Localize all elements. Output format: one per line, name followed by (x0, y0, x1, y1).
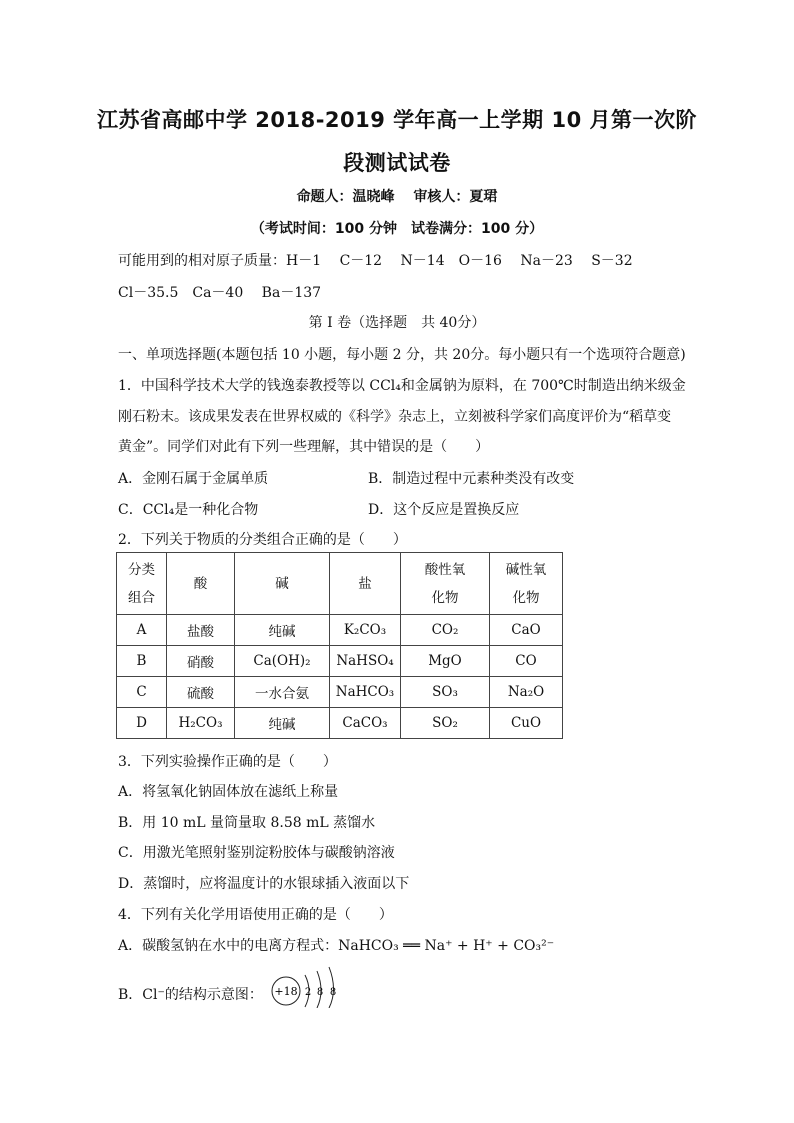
exam-info: （考试时间：100 分钟 试卷满分：100 分） (250, 221, 544, 237)
q3-option-a: A．将氢氧化钠固体放在滤纸上称量 (118, 784, 339, 800)
table-cell: Na₂O (490, 677, 563, 708)
table-cell: 盐酸 (167, 615, 235, 646)
q4-option-b: B．Cl⁻的结构示意图： (118, 987, 263, 1003)
shell-electron-count: 8 (329, 987, 337, 998)
nucleus-charge: +18 (274, 985, 298, 998)
table-cell: NaHCO₃ (330, 677, 401, 708)
table-cell: Ca(OH)₂ (235, 646, 330, 677)
table-header-cell: 盐 (330, 553, 401, 615)
table-row (117, 646, 563, 677)
table-cell: NaHSO₄ (330, 646, 401, 677)
table-cell: A (117, 615, 167, 646)
atomic-masses-line1: 可能用到的相对原子质量：H－1 C－12 N－14 O－16 Na－23 S－32 (118, 253, 633, 269)
exam-title-line2: 段测试试卷 (343, 151, 451, 175)
chloride-ion-structure-diagram (268, 964, 358, 1008)
table-header-cell: 酸 (167, 553, 235, 615)
table-cell: SO₂ (401, 708, 490, 739)
table-cell: H₂CO₃ (167, 708, 235, 739)
table-cell: 硫酸 (167, 677, 235, 708)
table-cell: C (117, 677, 167, 708)
table-cell: CaCO₃ (330, 708, 401, 739)
table-cell: SO₃ (401, 677, 490, 708)
table-cell: MgO (401, 646, 490, 677)
table-header-cell: 碱 (235, 553, 330, 615)
q1-line1: 1．中国科学技术大学的钱逸泰教授等以 CCl₄和金属钠为原料，在 700℃时制造出纳米级金 (118, 378, 686, 394)
classification-table (116, 552, 563, 739)
table-cell: CaO (490, 615, 563, 646)
q3-option-c: C．用激光笔照射鉴别淀粉胶体与碳酸钠溶液 (118, 845, 395, 861)
table-row (117, 677, 563, 708)
table-cell: D (117, 708, 167, 739)
section-instructions: 一、单项选择题(本题包括 10 小题，每小题 2 分，共 20分。每小题只有一个选项符合题意) (118, 347, 686, 363)
q4-stem: 4．下列有关化学用语使用正确的是（ ） (118, 907, 393, 923)
table-cell: CuO (490, 708, 563, 739)
shell-electron-count: 8 (316, 987, 324, 998)
q2-stem: 2．下列关于物质的分类组合正确的是（ ） (118, 532, 407, 548)
q4-option-a: A．碳酸氢钠在水中的电离方程式：NaHCO₃ ══ Na⁺ + H⁺ + CO₃²⁻ (118, 938, 555, 954)
shell-electron-count: 2 (304, 987, 312, 998)
table-cell: 纯碱 (235, 708, 330, 739)
q1-option-c: C．CCl₄是一种化合物 (118, 502, 259, 518)
q3-option-b: B．用 10 mL 量筒量取 8.58 mL 蒸馏水 (118, 815, 376, 831)
q1-option-a: A．金刚石属于金属单质 (118, 471, 269, 487)
q1-option-d: D．这个反应是置换反应 (368, 502, 520, 518)
table-cell: CO₂ (401, 615, 490, 646)
table-cell: CO (490, 646, 563, 677)
table-header-cell: 碱性氧 化物 (490, 553, 563, 615)
table-cell: 一水合氨 (235, 677, 330, 708)
q3-option-d: D．蒸馏时，应将温度计的水银球插入液面以下 (118, 876, 410, 892)
q1-line2: 刚石粉末。该成果发表在世界权威的《科学》杂志上，立刻被科学家们高度评价为“稻草变 (118, 409, 672, 425)
exam-title-line1: 江苏省高邮中学 2018-2019 学年高一上学期 10 月第一次阶 (96, 108, 698, 132)
table-row (117, 708, 563, 739)
table-header-cell: 酸性氧 化物 (401, 553, 490, 615)
table-header-row (117, 553, 563, 615)
atomic-masses-line2: Cl－35.5 Ca－40 Ba－137 (118, 285, 322, 301)
q3-stem: 3．下列实验操作正确的是（ ） (118, 754, 337, 770)
table-row (117, 615, 563, 646)
table-header-cell: 分类 组合 (117, 553, 167, 615)
q1-option-b: B．制造过程中元素种类没有改变 (368, 471, 575, 487)
table-cell: K₂CO₃ (330, 615, 401, 646)
q1-line3: 黄金”。同学们对此有下列一些理解，其中错误的是（ ） (118, 439, 490, 455)
section-title: 第 I 卷（选择题 共 40分） (308, 315, 486, 331)
authors-line: 命题人：温晓峰 审核人：夏珺 (296, 189, 498, 205)
table-cell: B (117, 646, 167, 677)
table-cell: 硝酸 (167, 646, 235, 677)
table-cell: 纯碱 (235, 615, 330, 646)
